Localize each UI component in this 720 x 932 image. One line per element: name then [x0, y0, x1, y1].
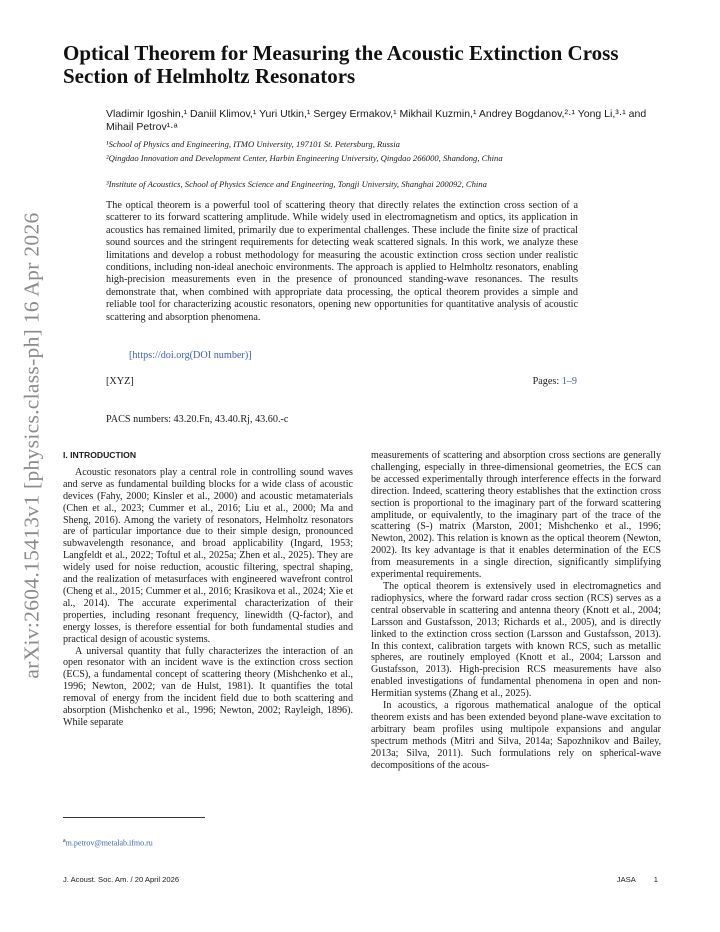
left-column — [63, 450, 353, 729]
author-list: Vladimir Igoshin,¹ Daniil Klimov,¹ Yuri Utkin,¹ Sergey Ermakov,¹ Mikhail Kuzmin,¹ Andrey Bogdanov,²·¹ Yong Li,³·¹ and Mihail Petrov¹·ᵃ — [106, 108, 647, 133]
pages-range — [533, 376, 577, 387]
doi-link[interactable]: [https://doi.org(DOI number)] — [129, 350, 252, 361]
footer-journal: J. Acoust. Soc. Am. / 20 April 2026 — [63, 875, 180, 884]
pages-link[interactable]: 1–9 — [561, 376, 577, 387]
abstract-text: The optical theorem is a powerful tool of scattering theory that directly relates the extinction cross section of a scatterer to its forward scattering amplitude. While widely used in electromagnetism and optics, its application in acoustics has remained limited, primarily due to experimental challenges. These include the finite size of practical sound sources and the stringent requirements for detecting weak scattered signals. In this work, we analyze these limitations and develop a robust methodology for measuring the acoustic extinction cross section under realistic conditions, including non-ideal anechoic environments. The approach is applied to Helmholtz resonators, enabling high-precision measurements even in the presence of pronounced standing-wave resonances. The results demonstrate that, when combined with appropriate data processing, the optical theorem provides a simple and reliable tool for characterizing acoustic resonators, opening new opportunities for quantitative analysis of acoustic scattering and absorption phenomena. — [106, 200, 578, 323]
xyz-placeholder: [XYZ] — [106, 376, 134, 387]
arxiv-sidebar-stamp — [8, 205, 56, 685]
footnote — [63, 838, 153, 848]
pacs-numbers: PACS numbers: 43.20.Fn, 43.40.Rj, 43.60.-c — [106, 414, 289, 425]
footer-short-name: JASA — [616, 875, 636, 884]
affiliation-2: ²Qingdao Innovation and Development Center, Harbin Engineering University, Qingdao 266000, Shandong, China — [106, 153, 503, 163]
footnote-rule — [63, 817, 205, 818]
affiliation-1: ¹School of Physics and Engineering, ITMO University, 197101 St. Petersburg, Russia — [106, 139, 400, 149]
pages-label: Pages: — [532, 376, 560, 387]
right-paragraph-3: In acoustics, a rigorous mathematical analogue of the optical theorem exists and has been extended beyond plane-wave excitation to arbitrary beam profiles using multipole expansions and angular spectrum methods (Mitri and Silva, 2014a; Sapozhnikov and Bailey, 2013a; Silva, 2011). Such formulations rely on spherical-wave decompositions of the acous- — [371, 700, 661, 771]
right-column — [371, 450, 661, 771]
right-paragraph-2: The optical theorem is extensively used in electromagnetics and radiophysics, where the forward radar cross section (RCS) serves as a central observable in scattering and antenna theory (Knott et al., 2004; Larsson and Gustafsson, 2013; Richards et al., 2005), and is directly linked to the extinction cross section (Larsson and Gustafsson, 2013). In this context, calibration targets with known RCS, such as metallic spheres, are routinely employed (Knott et al., 2004; Larsson and Gustafsson, 2013). High-precision RCS measurements have also enabled investigations of fundamental phenomena in open and non-Hermitian systems (Zhang et al., 2025). — [371, 580, 661, 700]
intro-paragraph-1: Acoustic resonators play a central role in controlling sound waves and serve as fundamental building blocks for a wide class of acoustic devices (Fahy, 2000; Kinsler et al., 2000) and acoustic metamaterials (Chen et al., 2023; Cummer et al., 2016; Liu et al., 2000; Ma and Sheng, 2016). Among the variety of resonators, Helmholtz resonators are of particular importance due to their simple design, pronounced subwavelength resonance, and broad applicability (Ingard, 1953; Langfeldt et al., 2022; Toftul et al., 2025a; Zhen et al., 2025). They are widely used for noise reduction, acoustic filtering, spectral shaping, and the realization of metasurfaces with engineered wavefront control (Cheng et al., 2015; Cummer et al., 2016; Krasikova et al., 2024; Xie et al., 2014). The accurate experimental characterization of their properties, including resonant frequency, linewidth (Q-factor), and energy losses, is therefore essential for both fundamental studies and practical design of acoustic systems. — [63, 466, 353, 645]
arxiv-identifier: arXiv:2604.15413v1 [physics.class-ph] 16 Apr 2026 — [19, 211, 44, 679]
intro-paragraph-2: A universal quantity that fully characterizes the interaction of an open resonator with an incident wave is the extinction cross section (ECS), a fundamental concept of scattering theory (Mishchenko et al., 1996; Newton, 2002; van de Hulst, 1981). It quantifies the total removal of energy from the incident field due to both scattering and absorption (Mishchenko et al., 1996; Newton, 2002; Rayleigh, 1896). While separate — [63, 645, 353, 728]
corresponding-email[interactable]: m.petrov@metalab.ifmo.ru — [65, 838, 153, 848]
footnote-marker: a — [63, 838, 66, 844]
section-heading-introduction: I. INTRODUCTION — [63, 450, 137, 460]
page-number: 1 — [653, 875, 658, 884]
affiliation-3: ³Institute of Acoustics, School of Physics Science and Engineering, Tongji University, Shanghai 200092, China — [106, 179, 487, 189]
paper-title: Optical Theorem for Measuring the Acoustic Extinction Cross Section of Helmholtz Resonators — [63, 41, 619, 88]
footer-right — [599, 875, 658, 884]
right-paragraph-1: measurements of scattering and absorption cross sections are generally challenging, especially in three-dimensional geometries, the ECS can be accessed experimentally through interference effects in the forward direction. Indeed, scattering theory establishes that the extinction cross section is proportional to the imaginary part of the forward scattering amplitude, or equivalently, to the imaginary part of the trace of the scattering (S-) matrix (Marston, 2001; Mishchenko et al., 1996; Newton, 2002). This relation is known as the optical theorem (Newton, 2002). Its key advantage is that it enables determination of the ECS from measurements in a single direction, significantly simplifying experimental requirements. — [371, 450, 661, 581]
